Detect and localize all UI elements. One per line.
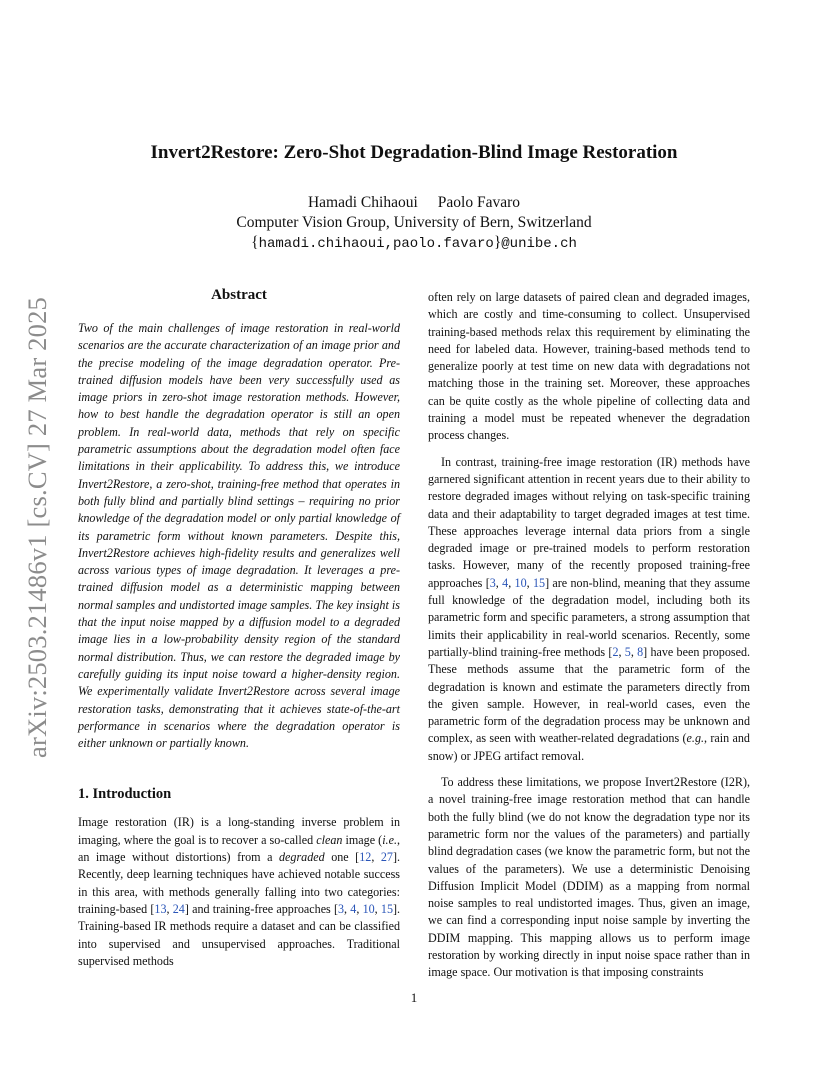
page-number: 1 xyxy=(410,990,418,1005)
paper-title: Invert2Restore: Zero-Shot Degradation-Blind Image Restoration xyxy=(150,142,678,163)
email-domain: @unibe.ch xyxy=(501,236,577,252)
author-name: Paolo Favaro xyxy=(437,194,520,211)
email-handles: hamadi.chihaoui,paolo.favaro xyxy=(258,236,494,252)
citation-link[interactable]: 8 xyxy=(637,644,644,659)
abstract-heading: Abstract xyxy=(211,287,267,303)
citation-link[interactable]: 10 xyxy=(514,575,527,590)
citation-link[interactable]: 3 xyxy=(489,575,496,590)
citation-link[interactable]: 2 xyxy=(612,644,619,659)
body-paragraph: In contrast, training-free image restoration (IR) methods have garnered significant attention in recent years due to their ability to restore degraded images without relying on task-specific training data and their adaptability to target degraded images at test time. These approaches leverage internal data priors from a single degraded image or pre-trained models to perform restoration tasks. However, many of the recently proposed training-free approaches [3, 4, 10, 15] are non-blind, meaning that they assume full knowledge of the degradation model, including both its parametric form and specific parameters, a strong assumption that limits their applicability in real-world scenarios. Recently, some partially-blind training-free methods [2, 5, 8] have been proposed. These methods assume that the parametric form of the degradation is known and estimate the parameters directly from the given sample. However, in real-world cases, even the parametric form of the degradation process may be unknown and complex, as seen with weather-related degradations (e.g., rain and snow) or JPEG artifact removal. xyxy=(428,454,751,763)
emphasis-degraded: degraded xyxy=(279,850,325,865)
citation-link[interactable]: 15 xyxy=(380,901,393,916)
emphasis-clean: clean xyxy=(316,832,343,847)
arxiv-identifier: arXiv:2503.21486v1 [cs.CV] 27 Mar 2025 xyxy=(22,297,52,758)
emphasis-eg: e.g. xyxy=(686,731,705,746)
citation-link[interactable]: 4 xyxy=(350,901,357,916)
citation-link[interactable]: 15 xyxy=(532,575,546,590)
citation-link[interactable]: 3 xyxy=(338,901,345,916)
citation-link[interactable]: 12 xyxy=(359,850,372,865)
email-brace-close: } xyxy=(493,234,502,251)
citation-link[interactable]: 13 xyxy=(154,901,167,916)
citation-link[interactable]: 5 xyxy=(624,644,631,659)
left-column xyxy=(78,287,400,970)
email-brace-open: { xyxy=(251,234,259,251)
emphasis-ie: i.e. xyxy=(382,832,397,847)
affiliation: Computer Vision Group, University of Bern, Switzerland xyxy=(236,214,592,231)
citation-link[interactable]: 10 xyxy=(362,901,375,916)
citation-link[interactable]: 24 xyxy=(172,901,185,916)
intro-paragraph: Image restoration (IR) is a long-standing inverse problem in imaging, where the goal is to recover a so-called clean image (i.e., an image without distortions) from a degraded one [12, 27]. Recently, deep learning techniques have achieved notable success in this area, with methods generally falling into two categories: training-based [13, 24] and training-free approaches [3, 4, 10, 15]. Training-based IR methods require a dataset and can be classified into supervised and unsupervised approaches. Traditional supervised methods xyxy=(78,815,401,968)
author-email xyxy=(0,234,828,252)
body-paragraph: To address these limitations, we propose Invert2Restore (I2R), a novel training-free image restoration method that can handle both the fully blind (we do not know the degradation type nor its parametric form nor the values of the parameters) and partially blind degradation cases (we know the parametric form, but not the values of the parameters). We use a deterministic Denoising Diffusion Implicit Model (DDIM) as a mapping from normal noise samples to real undistorted images. Thus, given an image, we can find a corresponding input noise sample by inverting the DDIM mapping. This mapping allows us to perform image restoration by working directly in input noise space rather than in image space. Our motivation is that imposing constraints xyxy=(428,775,750,980)
citation-link[interactable]: 4 xyxy=(502,575,509,590)
section-heading-introduction: 1. Introduction xyxy=(78,786,172,803)
body-paragraph: often rely on large datasets of paired clean and degraded images, which are costly and time-consuming to collect. Unsupervised training-based methods relax this requirement by eliminating the need for labeled data. However, training-based methods tend to generalize poorly at test time on new data with degradations not matching those in the training set. Moreover, these approaches can be quite costly as the whole pipeline of collecting data and training a model must be repeated whenever the degradation process changes. xyxy=(428,290,750,443)
right-column xyxy=(428,289,750,982)
author-list xyxy=(0,194,828,212)
author-name: Hamadi Chihaoui xyxy=(307,194,418,211)
abstract-text: Two of the main challenges of image restoration in real-world scenarios are the accurate characterization of an image prior and the precise modeling of the image degradation operator. Pre-trained diffusion models have been very successfully used as image priors in zero-shot image restoration methods. However, how to best handle the degradation operator is still an open problem. In real-world data, methods that rely on specific parametric assumptions about the degradation model often face limitations in their applicability. To address this, we introduce Invert2Restore, a zero-shot, training-free method that operates in both fully blind and partially blind settings – requiring no prior knowledge of the degradation model or only partial knowledge of its parametric form without known parameters. Despite this, Invert2Restore achieves high-fidelity results and generalizes well across various types of image degradation. It leverages a pre-trained diffusion model as a deterministic mapping between normal samples and undistorted image samples. The key insight is that the input noise mapped by a diffusion model to a degraded image lies in a low-probability density region of the standard normal distribution. Thus, we can restore the degraded image by carefully guiding its input noise toward a higher-density region. We experimentally validate Invert2Restore across several image restoration tasks, demonstrating that it achieves state-of-the-art performance in scenarios where the degradation operator is either unknown or partially known. xyxy=(78,321,400,751)
citation-link[interactable]: 27 xyxy=(380,850,393,865)
